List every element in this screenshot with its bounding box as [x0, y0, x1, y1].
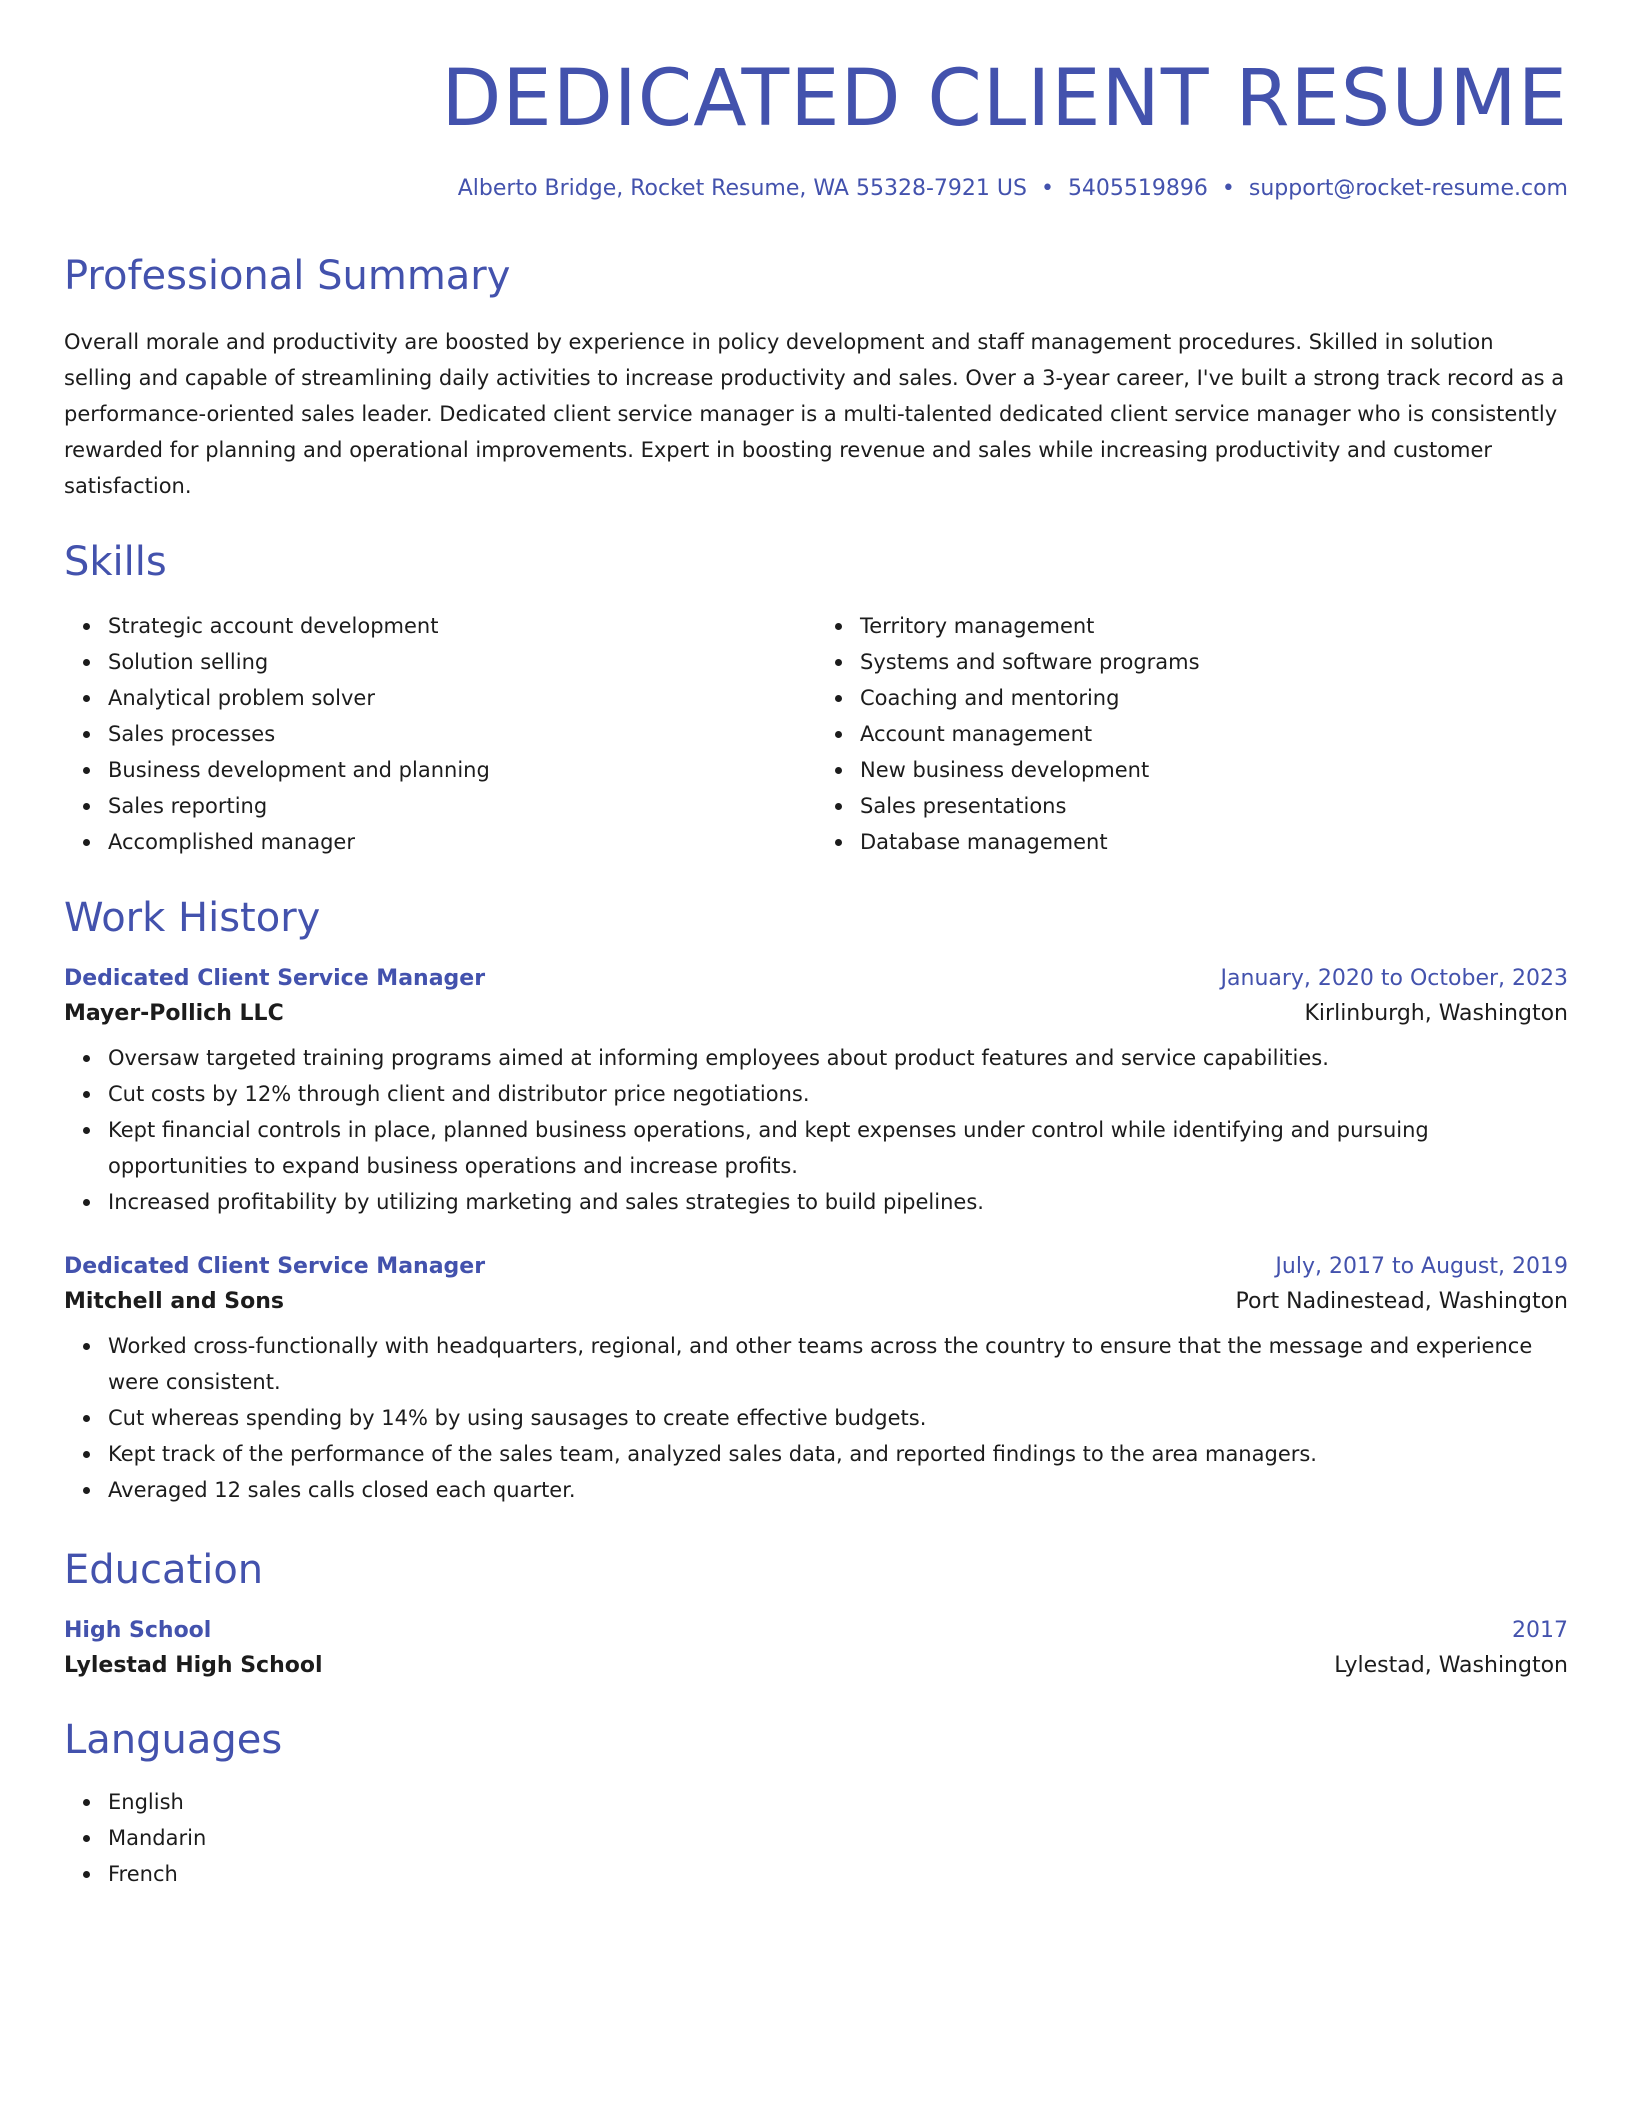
skills-column-left [64, 608, 816, 860]
job-title: Dedicated Client Service Manager [64, 966, 486, 991]
job-location: Port Nadinestead, Washington [1235, 1289, 1568, 1314]
job-company-row [64, 1289, 1568, 1314]
contact-line [64, 178, 1568, 200]
summary-text: Overall morale and productivity are boosted by experience in policy development and staff management procedures. Skilled in solution selling and capable of streamlining daily activities to increase productivity and sales. Over a 3-year career, I've built a strong track record as a performance-oriented sales leader. Dedicated client service manager is a multi-talented dedicated client service manager who is consistently rewarded for planning and operational improvements. Expert in boosting revenue and sales while increasing productivity and customer satisfaction. [64, 330, 1565, 498]
skill-item: Sales reporting [108, 788, 816, 824]
job-bullet: Cut costs by 12% through client and distributor price negotiations. [108, 1076, 1568, 1112]
language-item: English [108, 1784, 1568, 1820]
skill-item: Account management [860, 716, 1568, 752]
skill-item: Sales processes [108, 716, 816, 752]
contact-separator: • [1040, 176, 1054, 201]
job-header-row [64, 966, 1568, 991]
skill-item: Strategic account development [108, 608, 816, 644]
skill-item: Sales presentations [860, 788, 1568, 824]
education-location: Lylestad, Washington [1334, 1653, 1568, 1678]
job-header-row [64, 1254, 1568, 1279]
education-degree: High School [64, 1618, 212, 1643]
education-school-row [64, 1653, 1568, 1678]
job-bullet: Increased profitability by utilizing marketing and sales strategies to build pipelines. [108, 1184, 1568, 1220]
contact-phone: 5405519896 [1067, 176, 1208, 201]
skill-item: Business development and planning [108, 752, 816, 788]
job-bullet: Kept track of the performance of the sales team, analyzed sales data, and reported findings to the area managers. [108, 1436, 1568, 1472]
language-item: French [108, 1856, 1568, 1892]
education-school: Lylestad High School [64, 1653, 323, 1678]
skill-item: Systems and software programs [860, 644, 1568, 680]
languages-list [64, 1784, 1568, 1892]
skill-item: Accomplished manager [108, 824, 816, 860]
skill-item: New business development [860, 752, 1568, 788]
job-company: Mayer-Pollich LLC [64, 1001, 284, 1026]
job-bullet: Oversaw targeted training programs aimed at informing employees about product features and service capabilities. [108, 1040, 1568, 1076]
language-item: Mandarin [108, 1820, 1568, 1856]
skill-item: Solution selling [108, 644, 816, 680]
resume-title: DEDICATED CLIENT RESUME [441, 54, 1568, 144]
skill-item: Coaching and mentoring [860, 680, 1568, 716]
job-bullet: Kept financial controls in place, planned business operations, and kept expenses under control while identifying and pursuing opportunities to expand business operations and increase profits. [108, 1112, 1568, 1184]
job-company: Mitchell and Sons [64, 1289, 284, 1314]
education-heading: Education [64, 1547, 264, 1593]
skills-column-right [816, 608, 1568, 860]
job-title: Dedicated Client Service Manager [64, 1254, 486, 1279]
summary-heading: Professional Summary [64, 253, 511, 299]
education-entry [64, 1618, 1568, 1678]
languages-heading: Languages [64, 1717, 283, 1763]
job-dates: January, 2020 to October, 2023 [1220, 966, 1568, 991]
job-entry [64, 966, 1568, 1220]
skill-item: Database management [860, 824, 1568, 860]
education-year: 2017 [1512, 1618, 1568, 1643]
skills-grid [64, 608, 1568, 860]
work-history-heading: Work History [64, 895, 321, 941]
job-dates: July, 2017 to August, 2019 [1275, 1254, 1568, 1279]
job-company-row [64, 1001, 1568, 1026]
skill-item: Territory management [860, 608, 1568, 644]
job-location: Kirlinburgh, Washington [1304, 1001, 1568, 1026]
job-bullet: Worked cross-functionally with headquarters, regional, and other teams across the country to ensure that the message and experience were consistent. [108, 1328, 1568, 1400]
contact-email: support@rocket-resume.com [1248, 176, 1568, 201]
education-header-row [64, 1618, 1568, 1643]
job-entry [64, 1254, 1568, 1508]
contact-address: Alberto Bridge, Rocket Resume, WA 55328-7921 US [457, 176, 1027, 201]
job-bullet: Cut whereas spending by 14% by using sausages to create effective budgets. [108, 1400, 1568, 1436]
skills-heading: Skills [64, 539, 167, 585]
job-bullets [64, 1328, 1568, 1508]
contact-separator: • [1221, 176, 1235, 201]
skill-item: Analytical problem solver [108, 680, 816, 716]
job-bullet: Averaged 12 sales calls closed each quarter. [108, 1472, 1568, 1508]
job-bullets [64, 1040, 1568, 1220]
